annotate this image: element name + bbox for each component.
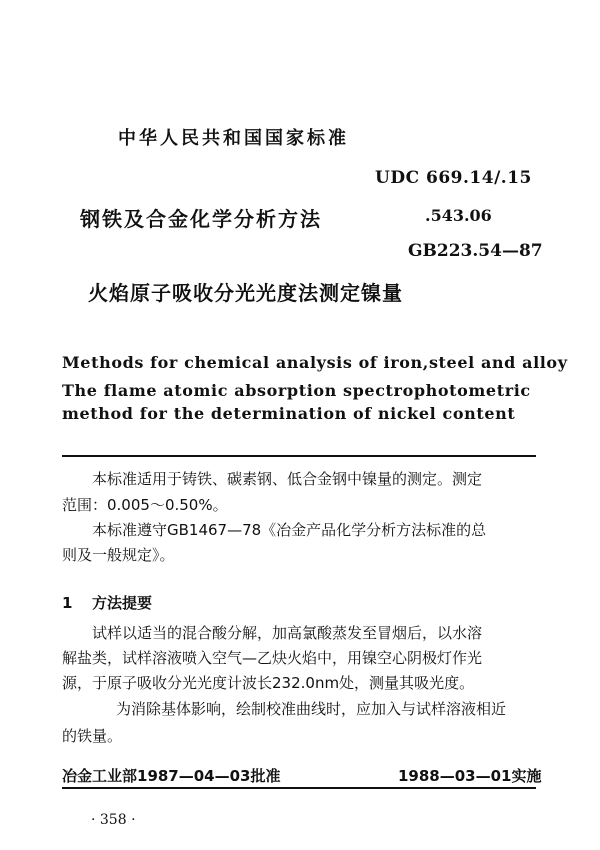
english-title-line1: Methods for chemical analysis of iron,steel and alloy <box>62 353 568 372</box>
principle-paragraph-line1: 试样以适当的混合酸分解，加高氯酸蒸发至冒烟后，以水溶 <box>92 624 483 642</box>
approval-date: 冶金工业部1987—04—03批准 <box>62 767 281 785</box>
document-subtitle-cn: 火焰原子吸收分光光度法测定镍量 <box>88 281 403 305</box>
scope-paragraph-line1: 本标准适用于铸铁、碳素钢、低合金钢中镍量的测定。测定 <box>92 470 483 488</box>
compliance-paragraph-line2: 则及一般规定》。 <box>62 546 175 564</box>
gb-standard-number: GB223.54—87 <box>408 241 543 261</box>
section-title: 方法提要 <box>92 594 153 612</box>
principle-paragraph-line3: 源，于原子吸收分光光度计波长232.0nm处，测量其吸光度。 <box>62 674 475 692</box>
implementation-date: 1988—03—01实施 <box>398 767 542 785</box>
scope-paragraph-line2: 范围：0.005～0.50%。 <box>62 496 228 514</box>
header-divider <box>62 455 536 457</box>
matrix-paragraph-line2: 的铁量。 <box>62 727 123 745</box>
section-number: 1 <box>62 594 73 612</box>
section-heading <box>62 591 152 615</box>
english-title-line3: method for the determination of nickel content <box>62 404 516 423</box>
document-title-cn: 钢铁及合金化学分析方法 <box>80 207 322 231</box>
national-standard-heading: 中华人民共和国国家标准 <box>118 128 349 149</box>
footer-divider <box>62 787 536 789</box>
compliance-paragraph-line1: 本标准遵守GB1467—78《冶金产品化学分析方法标准的总 <box>92 521 487 539</box>
page-number: · 358 · <box>91 812 136 828</box>
udc-code-line2: .543.06 <box>425 206 492 225</box>
matrix-paragraph-line1: 为消除基体影响，绘制校准曲线时，应加入与试样溶液相近 <box>116 700 507 718</box>
english-title-line2: The flame atomic absorption spectrophotometric <box>62 381 531 400</box>
udc-code-line1: UDC 669.14/.15 <box>375 168 532 188</box>
principle-paragraph-line2: 解盐类，试样溶液喷入空气—乙炔火焰中，用镍空心阴极灯作光 <box>62 649 483 667</box>
